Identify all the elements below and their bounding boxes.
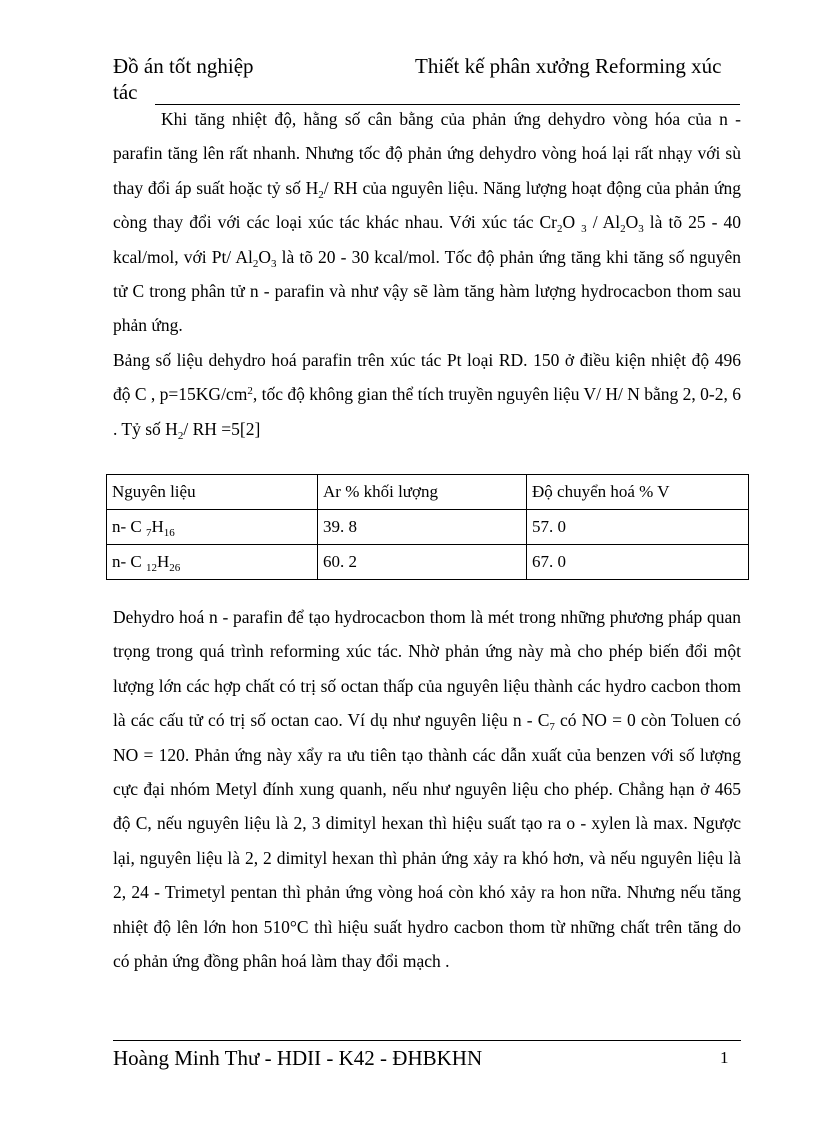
page-number: 1 xyxy=(720,1048,729,1067)
paragraph-1: Khi tăng nhiệt độ, hằng số cân bằng của phản ứng dehydro vòng hóa của n - parafin tăng lên rất nhanh. Nhưng tốc độ phản ứng dehydro vòng hoá lại rất nhạy với sù thay đổi áp suất hoặc tỷ số $H_2/$ RH của nguyên liệu. Năng lượng hoạt động của phản ứng còng thay đổi với các loại xúc tác khác nhau. Với xúc tác $Cr_2O$ $_3 / Al_2O_3$ là tõ 25 - 40 kcal/mol, với Pt/ $Al_2O_3$ là tõ 20 - 30 kcal/mol. Tốc độ phản ứng tăng khi tăng số nguyên tử C trong phân tử n - parafin và như vậy sẽ làm tăng hàm lượng hydrocacbon thom sau phản ứng. xyxy=(113,109,742,336)
table-header-cell: Độ chuyển hoá % V xyxy=(527,475,749,510)
table-cell: 67. 0 xyxy=(527,545,749,580)
table-cell: 39. 8 xyxy=(318,510,527,545)
table-cell: 60. 2 xyxy=(318,545,527,580)
table-header-cell: Ar % khối lượng xyxy=(318,475,527,510)
data-table xyxy=(106,474,749,580)
table-cell: n- C $_{12}H_{26}$ xyxy=(107,545,318,580)
table-cell: n- C $_7H_{16}$ xyxy=(107,510,318,545)
table-header-cell: Nguyên liệu xyxy=(107,475,318,510)
paragraph-3: Dehydro hoá n - parafin để tạo hydrocacbon thom là mét trong những phương pháp quan trọng trong quá trình reforming xúc tác. Nhờ phản ứng này mà cho phép biến đổi một lượng lớn các hợp chất có trị số octan thấp của nguyên liệu thành các hydro cacbon thom là các cấu tử có trị số octan cao. Ví dụ như nguyên liệu n - $C_7$ có NO = 0 còn Toluen có NO = 120. Phản ứng này xẩy ra ưu tiên tạo thành các dẫn xuất của benzen với số lượng cực đại nhóm Metyl đính xung quanh, nếu như nguyên liệu cho phép. Chẳng hạn ở 465 độ C, nếu nguyên liệu là 2, 3 dimityl hexan thì hiệu suất tạo ra o - xylen là max. Ngược lại, nguyên liệu là 2, 2 dimityl hexan thì phản ứng xảy ra khó hơn, và nếu nguyên liệu là 2, 24 - Trimetyl pentan thì phản ứng vòng hoá còn khó xảy ra hon nữa. Nhưng nếu tăng nhiệt độ lên lớn hon 510°C thì hiệu suất hydro cacbon thom từ những chất trên tăng do có phản ứng đồng phân hoá làm thay đổi mạch . xyxy=(113,607,741,972)
header-title-line1: Đồ án tốt nghiệp xyxy=(113,54,254,78)
footer-divider xyxy=(113,1040,741,1041)
header-right: Thiết kế phân xưởng Reforming xúc xyxy=(415,54,722,78)
table-cell: 57. 0 xyxy=(527,510,749,545)
header-title-line2: tác xyxy=(113,80,138,104)
table-row xyxy=(107,510,749,545)
table-header-row xyxy=(107,475,749,510)
header-left xyxy=(113,53,254,105)
table-row xyxy=(107,545,749,580)
footer-author: Hoàng Minh Thư - HDII - K42 - ĐHBKHN xyxy=(113,1046,483,1070)
paragraph-2: Bảng số liệu dehydro hoá parafin trên xúc tác Pt loại RD. 150 ở điều kiện nhiệt độ 496 độ C , $p=15KG/cm^2$, tốc độ không gian thể tích truyền nguyên liệu V/ H/ N bằng 2, 0-2, 6 . Tỷ số $H_2/$ RH =5[2] xyxy=(113,350,742,442)
